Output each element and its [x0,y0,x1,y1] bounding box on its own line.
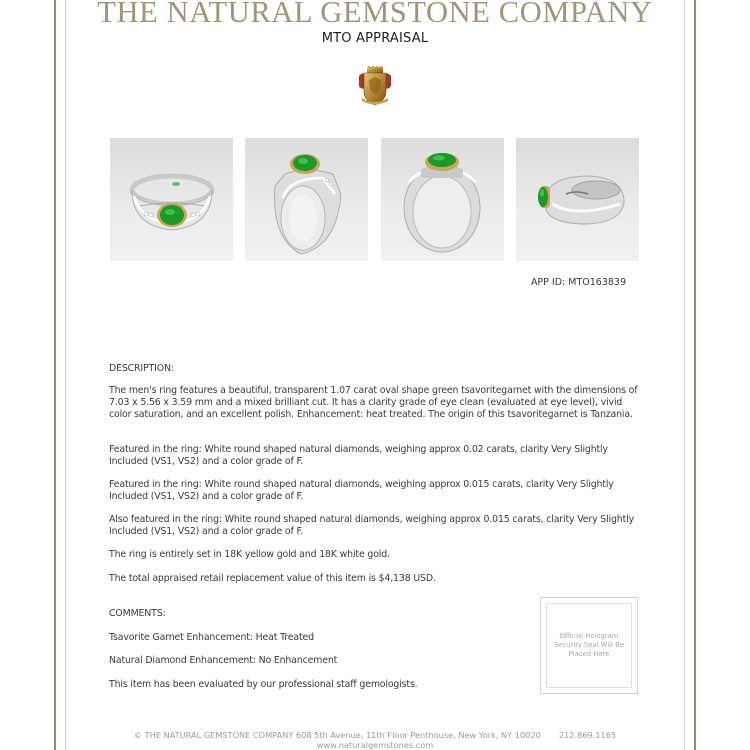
hologram-seal-placeholder [540,597,638,694]
ring-image-front[interactable] [110,138,233,261]
footer [66,730,684,750]
comment-diamond-enhancement: Natural Diamond Enhancement: No Enhancement [109,655,338,666]
company-name: THE NATURAL GEMSTONE COMPANY [97,0,653,29]
description-paragraph-value: The total appraised retail replacement value of this item is $4,138 USD. [109,573,436,584]
ring-image-side[interactable] [516,138,639,261]
description-paragraph-diamonds-2: Featured in the ring: White round shaped natural diamonds, weighing approx 0.015 carats, clarity Very Slightly Included (VS1, VS2) and a color grade of F. [109,479,614,502]
document-title: MTO APPRAISAL [321,31,429,46]
description-paragraph-gemstone: The men's ring features a beautiful, transparent 1.07 carat oval shape green tsavoritegarnet with the dimensions of 7.03 x 5.56 x 3.59 mm and a mixed brilliant cut. It has a clarity grade of eye clean (evaluated at eye level), vivid color saturation, and an excellent polish. Enhancement: heat treated. The origin of this tsavoritegarnet is Tanzania. [109,385,638,420]
footer-phone: 212.869.1165 [558,730,617,740]
description-heading: DESCRIPTION: [109,363,174,374]
crest-logo-icon [356,66,394,108]
hologram-seal-inner-border [546,603,632,688]
footer-website-link[interactable]: www.naturalgemstones.com [316,740,434,750]
ring-image-angled[interactable] [245,138,368,261]
description-paragraph-metal: The ring is entirely set in 18K yellow gold and 18K white gold. [109,549,390,560]
description-paragraph-diamonds-3: Also featured in the ring: White round shaped natural diamonds, weighing approx 0.015 carats, clarity Very Slightly Included (VS1, VS2) and a color grade of F. [109,514,634,537]
frame-border-outer-left [54,0,56,750]
appraisal-id: APP ID: MTO163839 [530,277,626,288]
frame-border-outer-right [694,0,696,750]
footer-address-line [66,730,684,740]
hologram-seal-text: Official Hologram Security Seal Will Be Placed Here [553,632,625,658]
frame-border-inner-left [65,0,66,750]
frame-border-inner-right [684,0,685,750]
comment-evaluation-note: This item has been evaluated by our professional staff gemologists. [109,679,418,690]
ring-image-gallery [110,138,640,262]
comments-heading: COMMENTS: [109,608,166,619]
description-paragraph-diamonds-1: Featured in the ring: White round shaped natural diamonds, weighing approx 0.02 carats, clarity Very Slightly Included (VS1, VS2) and a color grade of F. [109,444,608,467]
comment-gemstone-enhancement: Tsavorite Garnet Enhancement: Heat Treated [109,632,314,643]
ring-image-profile[interactable] [381,138,504,261]
footer-address: © THE NATURAL GEMSTONE COMPANY 608 5th Avenue, 11th Floor Penthouse, New York, NY 10020 [133,730,541,740]
